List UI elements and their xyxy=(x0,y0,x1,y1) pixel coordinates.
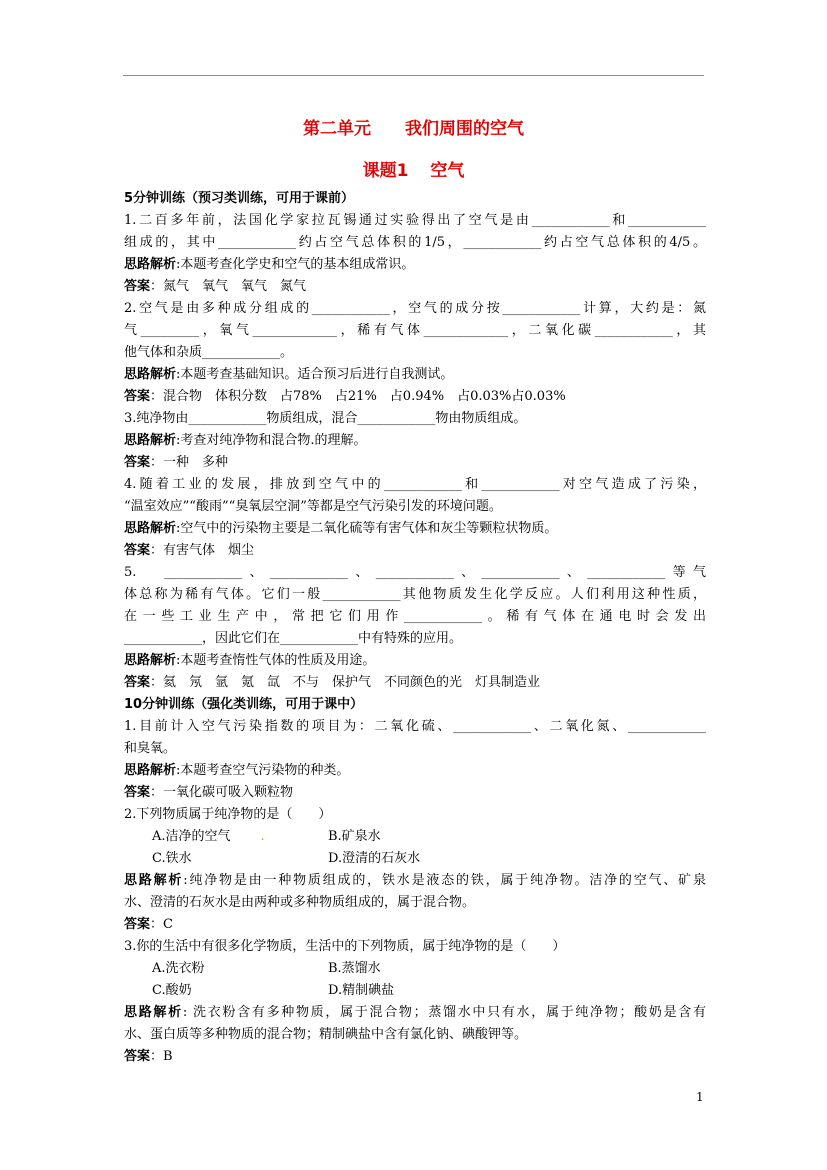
question-line: 3.你的生活中有很多化学物质，生活中的下列物质，属于纯净物的是（ ） xyxy=(124,939,566,954)
answer-text: ：一种 多种 xyxy=(150,455,229,470)
analysis-label: 思路解析 xyxy=(124,653,177,668)
answer-text: ：有害气体 烟尘 xyxy=(150,543,255,558)
answer-label: 答案 xyxy=(124,917,151,932)
question-line: 5. ____________、____________、____________、____________、____________等气 xyxy=(124,565,706,580)
analysis-line xyxy=(124,870,706,892)
analysis-text: :本题考查基础知识。适合预习后进行自我测试。 xyxy=(176,367,454,382)
question-line: 3.纯净物由____________物质组成，混合____________物由物质组成。 xyxy=(124,411,527,426)
question-line: 2.空气是由多种成分组成的____________，空气的成分按____________计算，大约是：氮 xyxy=(124,301,706,316)
analysis-line xyxy=(124,1002,706,1024)
answer-label: 答案 xyxy=(124,389,151,404)
lesson-name: 空气 xyxy=(430,161,465,181)
question-line: 体总称为稀有气体。它们一般____________其他物质发生化学反应。人们利用这种性质， xyxy=(124,587,706,602)
answer-line xyxy=(124,1046,706,1068)
question-line: 2.下列物质属于纯净物的是（ ） xyxy=(124,807,332,822)
question-line: 在一些工业生产中，常把它们用作____________。稀有气体在通电时会发出 xyxy=(124,609,706,624)
answer-label: 答案 xyxy=(124,543,151,558)
analysis-line: 水、澄清的石灰水是由两种或多种物质组成的，属于混合物。 xyxy=(124,895,476,910)
document-body xyxy=(124,188,706,1068)
answer-text: ：一氧化碳可吸入颗粒物 xyxy=(150,785,294,800)
question-line: “温室效应”“酸雨”“臭氧层空洞”等都是空气污染引发的环境问题。 xyxy=(124,499,502,514)
analysis-line xyxy=(124,518,706,540)
analysis-text: :空气中的污染物主要是二氧化硫等有害气体和灰尘等颗粒状物质。 xyxy=(176,521,558,536)
option-a: A.洁净的空气 . xyxy=(152,829,265,844)
lesson-title xyxy=(0,156,827,181)
header-rule xyxy=(123,75,704,76)
question-line: 1.目前计入空气污染指数的项目为：二氧化硫、____________、二氧化氮、____________ xyxy=(124,719,706,734)
answer-text: ：混合物 体积分数 占78% 占21% 占0.94% 占0.03%占0.03% xyxy=(150,389,566,404)
answer-label: 答案 xyxy=(124,785,151,800)
stray-mark: . xyxy=(260,829,265,844)
question-line: 和臭氧。 xyxy=(124,741,177,756)
analysis-text: :考查对纯净物和混合物.的理解。 xyxy=(176,433,367,448)
analysis-label: 思路解析 xyxy=(124,367,177,382)
answer-line xyxy=(124,672,706,694)
question-line: 4.随着工业的发展，排放到空气中的____________和____________对空气造成了污染， xyxy=(124,477,706,492)
analysis-line xyxy=(124,760,706,782)
answer-label: 答案 xyxy=(124,675,151,690)
analysis-line xyxy=(124,650,706,672)
page-number: 1 xyxy=(696,1090,704,1104)
unit-name: 我们周围的空气 xyxy=(405,119,524,139)
analysis-line xyxy=(124,254,706,276)
analysis-line: 水、蛋白质等多种物质的混合物；精制碘盐中含有氯化钠、碘酸钾等。 xyxy=(124,1027,528,1042)
page-title xyxy=(0,114,827,139)
analysis-label: 思路解析 xyxy=(124,433,177,448)
answer-line xyxy=(124,914,706,936)
option-d: D.精制碘盐 xyxy=(328,983,395,998)
answer-text: ：氦 氖 氩 氪 氙 不与 保护气 不同颜色的光 灯具制造业 xyxy=(150,675,541,690)
question-line: 他气体和杂质____________。 xyxy=(124,345,294,360)
answer-label: 答案 xyxy=(124,455,151,470)
answer-line xyxy=(124,782,706,804)
answer-line xyxy=(124,540,706,562)
analysis-text: :本题考查化学史和空气的基本组成常识。 xyxy=(176,257,415,272)
answer-label: 答案 xyxy=(124,1049,151,1064)
analysis-label: 思路解析 xyxy=(124,257,177,272)
analysis-text: :纯净物是由一种物质组成的，铁水是液态的铁，属于纯净物。洁净的空气、矿泉 xyxy=(183,873,706,888)
analysis-label: 思路解析 xyxy=(124,763,177,778)
option-a: A.洗衣粉 xyxy=(152,961,205,976)
analysis-line xyxy=(124,364,706,386)
option-c: C.铁水 xyxy=(152,851,192,866)
option-b: B.矿泉水 xyxy=(328,829,381,844)
question-line: 气_________，氧气_____________，稀有气体_____________，二氧化碳____________，其 xyxy=(124,323,706,338)
answer-label: 答案 xyxy=(124,279,151,294)
answer-line xyxy=(124,386,706,408)
analysis-text: :本题考查空气污染物的种类。 xyxy=(176,763,350,778)
option-row xyxy=(124,848,706,870)
option-row xyxy=(124,826,706,848)
question-line: ____________，因此它们在____________中有特殊的应用。 xyxy=(124,631,463,646)
section-header-10min: 10分钟训练（强化类训练，可用于课中） xyxy=(124,697,364,712)
analysis-label: 思路解析 xyxy=(124,873,184,888)
answer-text: ：氮气 氧气 氧气 氮气 xyxy=(150,279,307,294)
answer-text: ：B xyxy=(150,1049,173,1064)
answer-line xyxy=(124,276,706,298)
analysis-label: 思路解析 xyxy=(124,521,177,536)
option-c: C.酸奶 xyxy=(152,983,192,998)
question-line: 1.二百多年前，法国化学家拉瓦锡通过实验得出了空气是由____________和____________ xyxy=(124,213,706,228)
option-row xyxy=(124,958,706,980)
option-d: D.澄清的石灰水 xyxy=(328,851,421,866)
question-line: 组成的，其中____________约占空气总体积的1/5，____________约占空气总体积的4/5。 xyxy=(124,235,706,250)
option-b: B.蒸馏水 xyxy=(328,961,381,976)
lesson-number: 课题1 xyxy=(362,161,409,181)
analysis-label: 思路解析 xyxy=(124,1005,183,1020)
analysis-text: :本题考查惰性气体的性质及用途。 xyxy=(176,653,376,668)
option-row xyxy=(124,980,706,1002)
answer-text: ：C xyxy=(150,917,173,932)
analysis-line xyxy=(124,430,706,452)
unit-label: 第二单元 xyxy=(303,119,371,139)
analysis-text: : 洗衣粉含有多种物质，属于混合物；蒸馏水中只有水，属于纯净物；酸奶是含有 xyxy=(182,1005,706,1020)
answer-line xyxy=(124,452,706,474)
section-header-5min: 5分钟训练（预习类训练，可用于课前） xyxy=(124,191,355,206)
